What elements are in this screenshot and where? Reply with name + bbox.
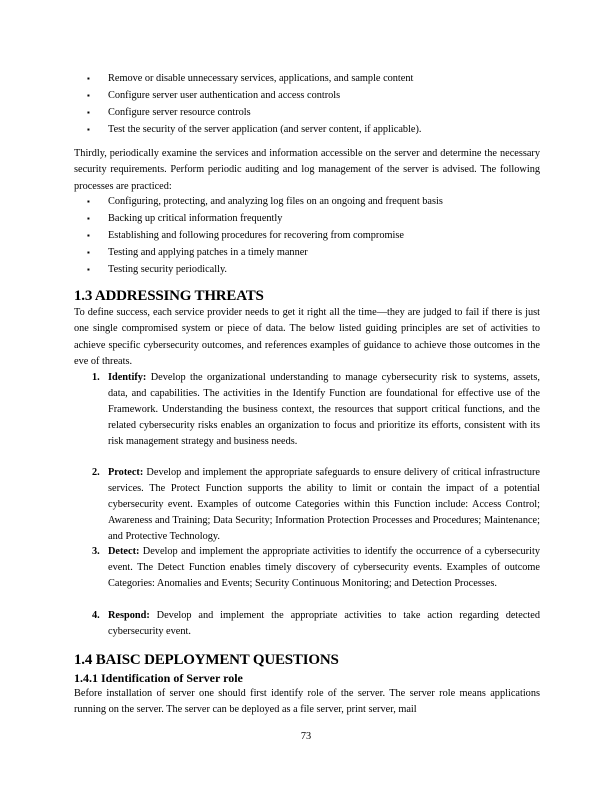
bullet-icon: ▪ (87, 108, 90, 117)
item-number: 2. (92, 467, 100, 478)
paragraph-server-role: Before installation of server one should first identify role of the server. The server role means applications running on the server. The server can be deployed as a file server, print server, mail (74, 688, 540, 716)
list-item-text: Test the security of the server application (and server content, if applicable). (108, 124, 422, 135)
item-text: Develop and implement the appropriate safeguards to ensure delivery of critical infrastructure services. The Protect Function supports the ability to limit or contain the impact of a potential cybersecurity event. Examples of outcome Categories within this Function include: Access Control; Awareness and Training; Data Security; Information Protection Processes and Procedures; Maintenance; and Protective Technology. (108, 467, 540, 542)
list-item-text: Testing security periodically. (108, 264, 227, 275)
item-number: 4. (92, 610, 100, 621)
item-number: 3. (92, 546, 100, 557)
list-item-text: Testing and applying patches in a timely manner (108, 247, 308, 258)
section-heading-1-3: 1.3 ADDRESSING THREATS (74, 288, 264, 304)
numbered-item-detect (92, 544, 540, 592)
bullet-icon: ▪ (87, 214, 90, 223)
item-label: Protect: (108, 467, 144, 478)
list-item-text: Configuring, protecting, and analyzing log files on an ongoing and frequent basis (108, 196, 443, 207)
list-item-text: Configure server user authentication and access controls (108, 90, 341, 101)
section-heading-1-4: 1.4 BAISC DEPLOYMENT QUESTIONS (74, 652, 339, 668)
item-text: Develop and implement the appropriate activities to take action regarding detected cybersecurity event. (108, 610, 540, 637)
item-label: Respond: (108, 610, 150, 621)
bullet-icon: ▪ (87, 248, 90, 257)
list-item-text: Configure server resource controls (108, 107, 251, 118)
item-number: 1. (92, 372, 100, 383)
bullet-icon: ▪ (87, 231, 90, 240)
bullet-icon: ▪ (87, 74, 90, 83)
paragraph-thirdly: Thirdly, periodically examine the services and information accessible on the server and determine the necessary security requirements. Perform periodic auditing and log management of the server is advised. The following processes are practiced: (74, 148, 540, 192)
numbered-item-respond (92, 608, 540, 640)
bullet-icon: ▪ (87, 91, 90, 100)
list-item-text: Establishing and following procedures for recovering from compromise (108, 230, 404, 241)
page-number: 73 (300, 731, 312, 742)
item-text: Develop the organizational understanding to manage cybersecurity risk to systems, assets, data, and capabilities. The activities in the Identify Function are foundational for effective use of the Framework. Understanding the business context, the resources that support critical functions, and the related cybersecurity risks enables an organization to focus and prioritize its efforts, consistent with its risk management strategy and business needs. (108, 372, 540, 447)
item-label: Identify: (108, 372, 147, 383)
bullet-icon: ▪ (87, 265, 90, 274)
bullet-icon: ▪ (87, 125, 90, 134)
paragraph-success: To define success, each service provider needs to get it right all the time—they are judged to fail if there is just one single compromised system or piece of data. The below listed guiding principles are set of activities to achieve specific cybersecurity outcomes, and references examples of guidance to achieve those outcomes in the eve of threats. (74, 307, 540, 368)
bullet-icon: ▪ (87, 197, 90, 206)
subsection-heading-1-4-1: 1.4.1 Identification of Server role (74, 671, 243, 685)
list-item-text: Remove or disable unnecessary services, applications, and sample content (108, 73, 414, 84)
list-item-text: Backing up critical information frequently (108, 213, 283, 224)
numbered-item-protect (92, 465, 540, 545)
item-label: Detect: (108, 546, 140, 557)
item-text: Develop and implement the appropriate activities to identify the occurrence of a cybersecurity event. The Detect Function enables timely discovery of cybersecurity events. Examples of outcome Categories: Anomalies and Events; Security Continuous Monitoring; and Detection Processes. (108, 546, 540, 589)
numbered-item-identify (92, 370, 540, 450)
